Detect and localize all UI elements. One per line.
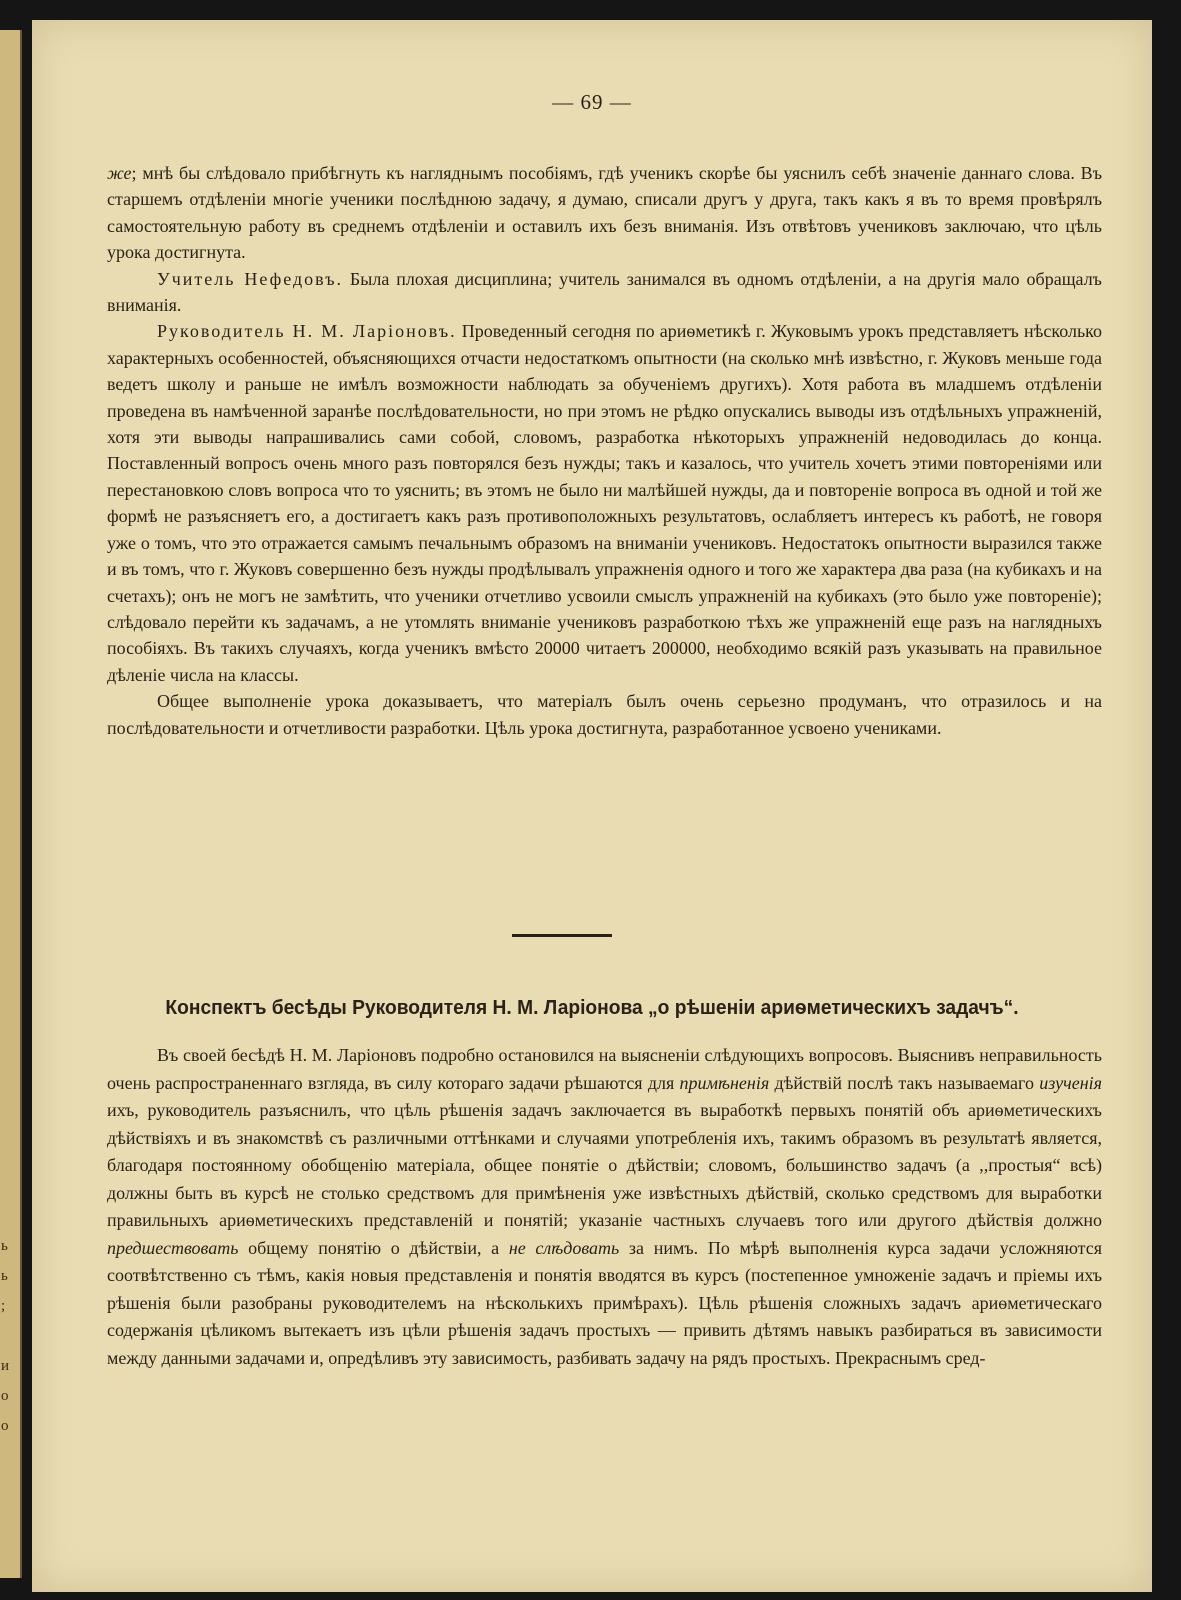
paragraph-text: за нимъ. По мѣрѣ выполненія курса задачи усложняются соотвѣтственно съ тѣмъ, какія новыя представленія и понятія вводятся въ курсъ (постепенное умноженіе задачъ и пріемы ихъ рѣшенія были разобраны руководителемъ на нѣсколькихъ примѣрахъ). Цѣль рѣшенія сложныхъ задачъ ариѳметическаго содержанія цѣликомъ вытекаетъ изъ цѣли рѣшенія задачъ простыхъ — привить дѣтямъ навыкъ разбираться въ зависимости между данными задачами и, опредѣливъ эту зависимость, разбивать задачу на рядъ простыхъ. Прекраснымъ сред-: [107, 1237, 1103, 1368]
conspectus-text: [107, 1042, 1102, 1372]
paragraph: [107, 318, 1102, 688]
book-page: [32, 20, 1152, 1592]
margin-fragment: ;: [1, 1298, 6, 1314]
italic-fragment: примѣненія: [679, 1072, 770, 1093]
adjacent-page-edge: [0, 30, 22, 1578]
italic-fragment: же: [107, 163, 132, 183]
italic-fragment: предшествовать: [107, 1237, 239, 1258]
section-title: Конспектъ бесѣды Руководителя Н. М. Ларіонова „о рѣшеніи ариѳметическихъ задачъ“.: [165, 997, 1019, 1019]
paragraph: [107, 160, 1102, 266]
margin-fragment: о: [1, 1418, 9, 1434]
speaker-name: Учитель Нефедовъ.: [157, 268, 344, 289]
section-divider: [512, 934, 612, 937]
paragraph-text: Проведенный сегодня по ариѳметикѣ г. Жуковымъ урокъ представляетъ нѣсколько характерныхъ особенностей, объясняющихся отчасти недостаткомъ опытности (на сколько мнѣ извѣстно, г. Жуковъ меньше года ведетъ школу и раньше не имѣлъ возможности наблюдать за обученіемъ другихъ). Хотя работа въ младшемъ отдѣленіи проведена въ намѣченной заранѣе послѣдовательности, но при этомъ не рѣдко опускались выводы изъ отдѣльныхъ упражненій, хотя эти выводы напрашивались сами собой, словомъ, разработка нѣкоторыхъ упражненій недоводилась до конца. Поставленный вопросъ очень много разъ повторялся безъ нужды; такъ и казалось, что учитель хочетъ этими повтореніями или перестановкою словъ вопроса что то уяснить; въ этомъ не было ни малѣйшей нужды, да и повтореніе вопроса въ одной и той же формѣ не разъясняетъ его, а достигаетъ какъ разъ противоположныхъ результатовъ, ослабляетъ интересъ къ работѣ, не говоря уже о томъ, что это отражается самымъ печальнымъ образомъ на вниманіи учениковъ. Недостатокъ опытности выразился также и въ томъ, что г. Жуковъ совершенно безъ нужды продѣлывалъ упражненія одного и того же характера два раза (на кубикахъ и на счетахъ); онъ не могъ не замѣтить, что ученики отчетливо усвоили смыслъ упражненій на кубикахъ (это было уже повтореніе); слѣдовало перейти къ задачамъ, а не утомлять вниманіе учениковъ разработкою тѣхъ же упражненій еще разъ на наглядныхъ пособіяхъ. Въ такихъ случаяхъ, когда ученикъ вмѣсто 20000 читаетъ 200000, необходимо всякій разъ указывать на правильное дѣленіе числа на классы.: [107, 321, 1102, 685]
page-number: — 69 —: [552, 90, 632, 114]
paragraph-text: ; мнѣ бы слѣдовало прибѣгнуть къ нагляднымъ пособіямъ, гдѣ ученикъ скорѣе бы уяснилъ себѣ значеніе даннаго слова. Въ старшемъ отдѣленіи многіе ученики послѣднюю задачу, я думаю, списали другъ у друга, такъ какъ я въ то время провѣрялъ самостоятельную работу въ среднемъ отдѣленіи и оставилъ ихъ безъ вниманія. Изъ отвѣтовъ учениковъ заключаю, что цѣль урока достигнута.: [107, 163, 1102, 263]
italic-fragment: изученія: [1039, 1072, 1102, 1093]
speaker-name: Руководитель Н. М. Ларіоновъ.: [157, 321, 457, 342]
paragraph-text: дѣйствій послѣ такъ называемаго: [769, 1072, 1040, 1093]
margin-fragment: ь: [1, 1268, 8, 1284]
margin-fragment: ь: [1, 1238, 8, 1254]
lesson-discussion-text: [107, 160, 1102, 741]
paragraph-text: общему понятію о дѣйствіи, а: [238, 1237, 509, 1258]
margin-fragment: и: [1, 1358, 10, 1374]
paragraph-text: Въ своей бесѣдѣ Н. М. Ларіоновъ подробно остановился на выясненіи слѣдующихъ вопросовъ. Выяснивъ неправильность очень распространеннаго взгляда, въ силу котораго задачи рѣшаются для: [107, 1045, 1102, 1093]
paragraph-text: Была плохая дисциплина; учитель занимался въ одномъ отдѣленіи, а на другія мало обращалъ вниманія.: [107, 268, 1102, 316]
paragraph-text: ихъ, руководитель разъяснилъ, что цѣль рѣшенія задачъ заключается въ выработкѣ первыхъ понятій объ ариѳметическихъ дѣйствіяхъ и въ знакомствѣ съ различными оттѣнками и случаями употребленія ихъ, такимъ образомъ въ результатѣ является, благодаря постоянному обобщенію матеріала, общее понятіе о дѣйствіи; словомъ, большинство задачъ (а ,,простыя“ всѣ) должны быть въ курсѣ не столько средствомъ для примѣненія уже извѣстныхъ дѣйствій, сколько средствомъ для выработки правильныхъ ариѳметическихъ представленій и понятій; указаніе частныхъ случаевъ того или другого дѣйствія должно: [107, 1100, 1102, 1230]
italic-fragment: не слѣдовать: [508, 1237, 620, 1258]
paragraph: [107, 1042, 1102, 1372]
margin-fragment: о: [1, 1388, 9, 1404]
paragraph: [107, 688, 1102, 741]
paragraph: [107, 266, 1102, 319]
paragraph-text: Общее выполненіе урока доказываетъ, что матеріалъ былъ очень серьезно продуманъ, что отразилось и на послѣдовательности и отчетливости разработки. Цѣль урока достигнута, разработанное усвоено учениками.: [107, 691, 1102, 738]
